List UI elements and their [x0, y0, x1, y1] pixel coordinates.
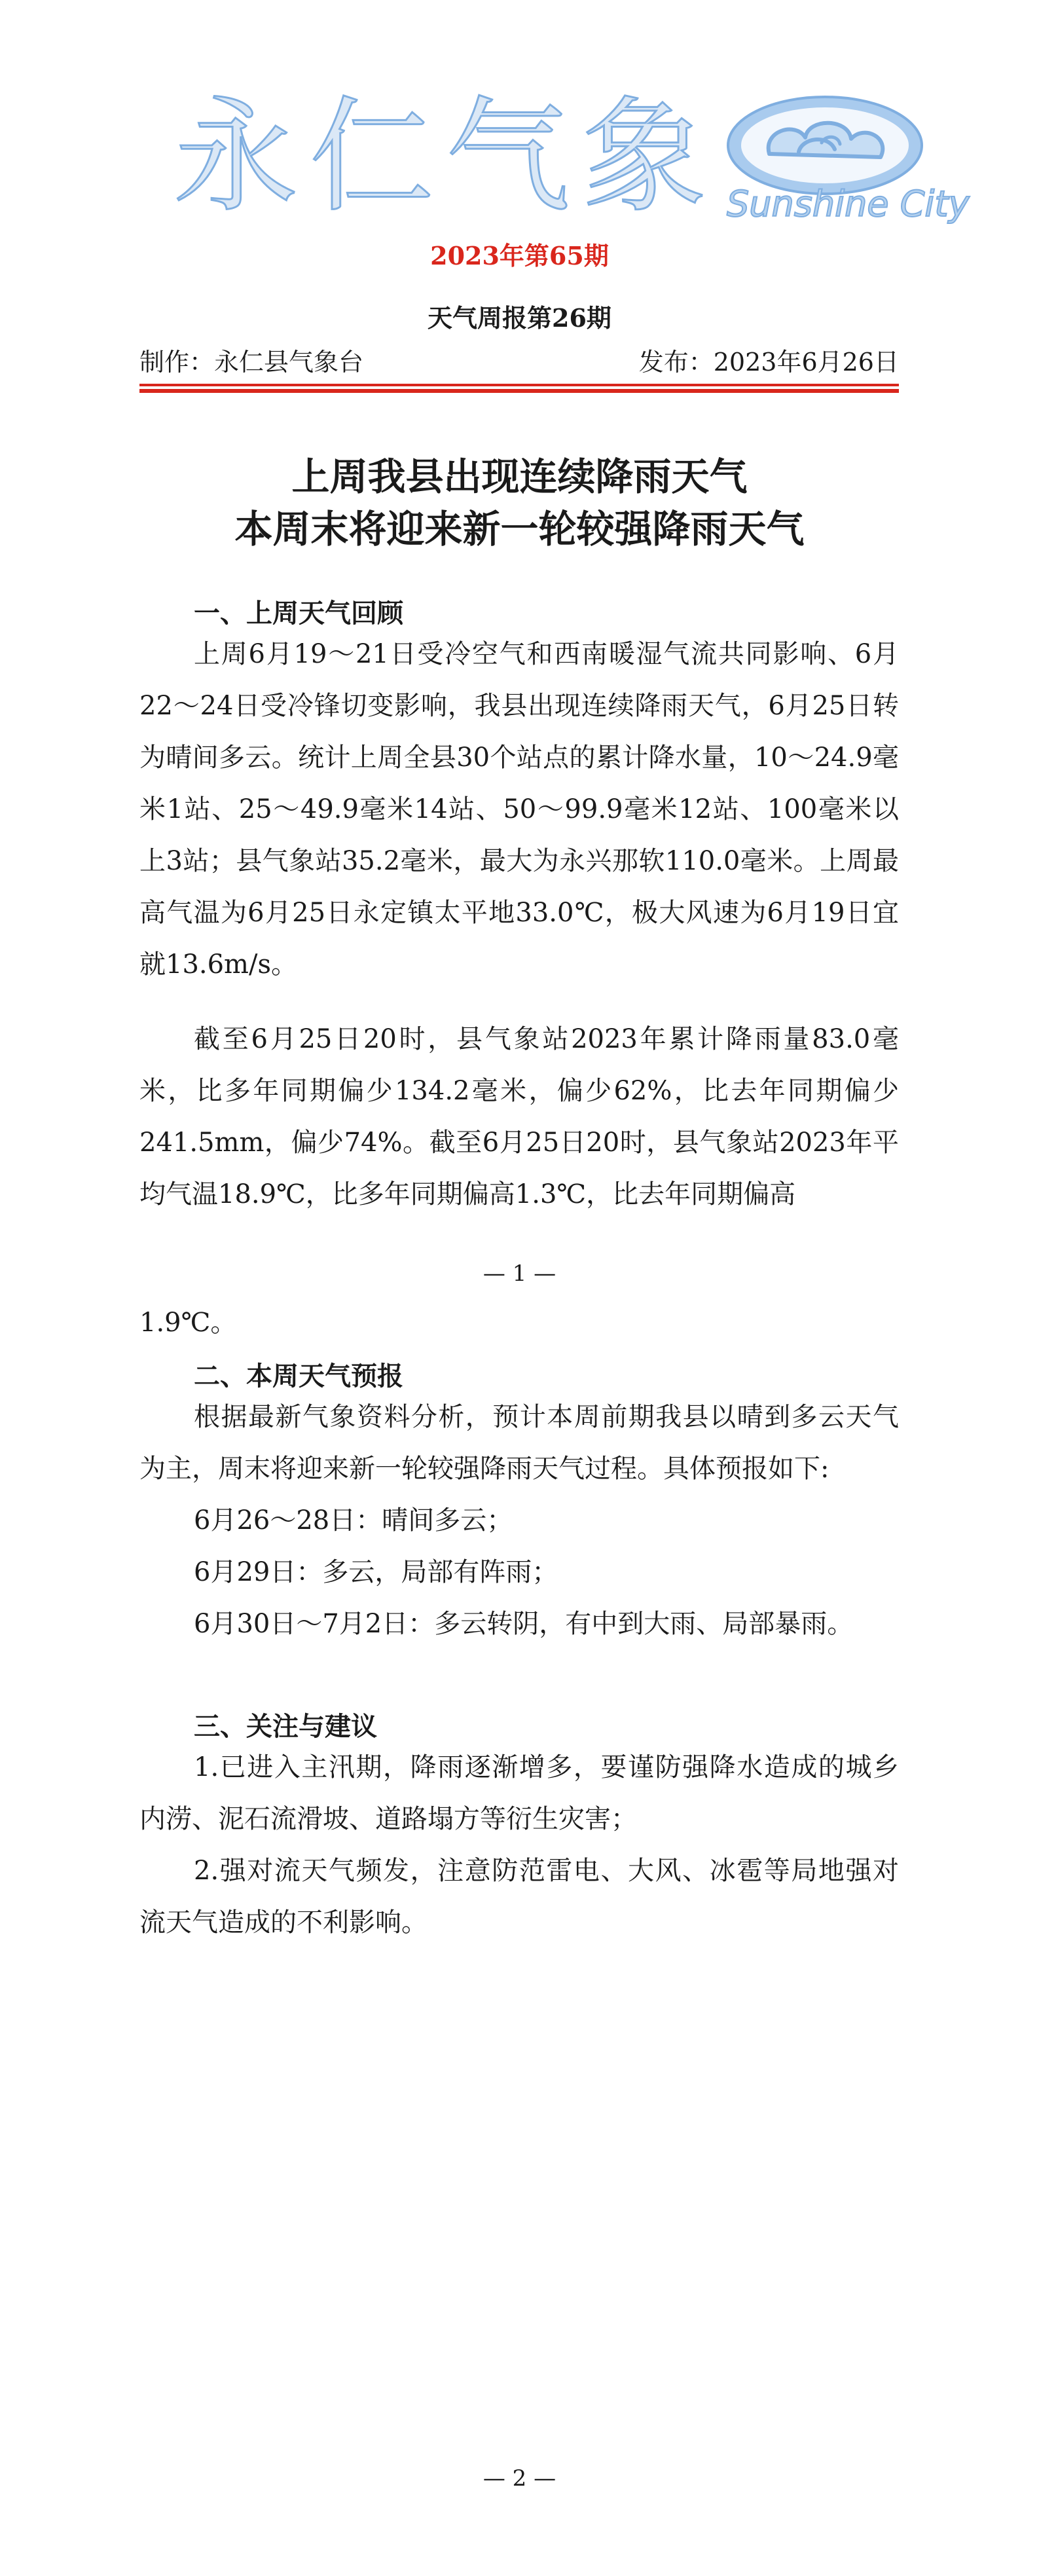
logo-text: Sunshine City: [727, 183, 970, 225]
review-paragraph-2-continued: 1.9℃。: [139, 1308, 237, 1338]
page-1: [0, 0, 1039, 1287]
issue-number: 2023年第65期: [430, 241, 609, 270]
masthead: [173, 79, 970, 249]
publish-date: 发布：2023年6月26日: [638, 348, 899, 377]
meta-row: [139, 342, 899, 378]
forecast-intro: 根据最新气象资料分析，预计本周前期我县以晴到多云天气为主，周末将迎来新一轮较强降雨天气过程。具体预报如下:: [139, 1402, 899, 1484]
forecast-item: 6月29日：多云，局部有阵雨；: [194, 1557, 558, 1587]
review-paragraph-2: 截至6月25日20时，县气象站2023年累计降雨量83.0毫米，比多年同期偏少134.2毫米，偏少62%，比去年同期偏少241.5mm，偏少74%。截至6月25日20时，县气象站2023年平均气温18.9℃，比多年同期偏高1.3℃，比去年同期偏高: [139, 1024, 899, 1209]
section-heading-advice: 三、关注与建议: [194, 1712, 377, 1742]
forecast-item: 6月26～28日：晴间多云；: [194, 1505, 513, 1536]
header-rule-thin: [139, 384, 899, 386]
advice-item: 1.已进入主汛期，降雨逐渐增多，要谨防强降水造成的城乡内涝、泥石流滑坡、道路塌方等衍生灾害；: [139, 1752, 899, 1834]
masthead-title: 永仁气象: [173, 84, 719, 229]
advice-item: 2.强对流天气频发，注意防范雷电、大风、冰雹等局地强对流天气造成的不利影响。: [139, 1856, 899, 1938]
report-subtitle: 天气周报第26期: [428, 303, 611, 333]
page-number-2: — 2 —: [483, 2465, 556, 2492]
producer-label: 制作：永仁县气象台: [139, 348, 364, 377]
page-2: [0, 1287, 1039, 2576]
page-number-1: — 1 —: [483, 1260, 556, 1287]
header-rule-thick: [139, 389, 899, 393]
section-heading-review: 一、上周天气回顾: [194, 598, 403, 629]
section-heading-forecast: 二、本周天气预报: [194, 1361, 403, 1391]
forecast-item: 6月30日～7月2日：多云转阴，有中到大雨、局部暴雨。: [194, 1609, 854, 1639]
headline-line-2: 本周末将迎来新一轮较强降雨天气: [234, 507, 805, 551]
review-paragraph-1: 上周6月19～21日受冷空气和西南暖湿气流共同影响、6月22～24日受冷锋切变影响，我县出现连续降雨天气，6月25日转为晴间多云。统计上周全县30个站点的累计降水量，10～24.9毫米1站、25～49.9毫米14站、50～99.9毫米12站、100毫米以上3站；县气象站35.2毫米，最大为永兴那软110.0毫米。上周最高气温为6月25日永定镇太平地33.0℃，极大风速为6月19日宜就13.6m/s。: [139, 639, 899, 980]
headline-line-1: 上周我县出现连续降雨天气: [291, 454, 748, 499]
